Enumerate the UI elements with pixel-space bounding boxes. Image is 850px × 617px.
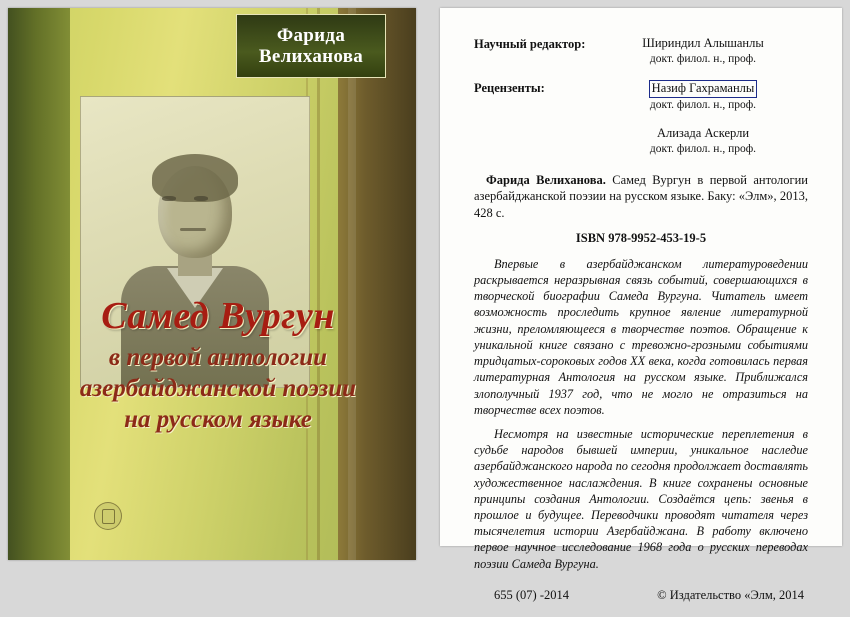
footer-code: 655 (07) -2014 — [494, 587, 569, 602]
bibliographic-description — [474, 172, 808, 221]
credit-degree: докт. филол. н., проф. — [649, 142, 757, 155]
cover-title-line-2: в первой антологии — [108, 344, 328, 371]
cover-accent-line — [317, 8, 320, 560]
cover-title-line-3: азербайджанской поэзии — [79, 375, 357, 402]
portrait-eye-left — [162, 196, 176, 201]
credit-label-scientific-editor: Научный редактор: — [474, 37, 586, 51]
cover-title-block — [58, 294, 378, 437]
portrait-mouth — [180, 228, 206, 231]
publisher-logo-icon — [94, 502, 122, 530]
cover-title-line-4: на русском языке — [124, 406, 312, 433]
credit-name-highlighted — [598, 80, 808, 98]
credit-value-reviewer-1 — [598, 80, 808, 112]
credit-name: Шириндил Алышанлы — [642, 36, 764, 50]
book-cover-image — [8, 8, 416, 560]
portrait-eye-right — [194, 196, 208, 201]
credit-value-reviewer-2 — [598, 126, 808, 156]
credit-row — [474, 80, 808, 112]
cover-left-band — [8, 8, 70, 560]
credit-value-scientific-editor — [598, 36, 808, 66]
credit-label-reviewers: Рецензенты: — [474, 81, 545, 95]
credit-row — [474, 126, 808, 156]
imprint-page — [440, 8, 842, 602]
footer-copyright: © Издательство «Элм, 2014 — [657, 587, 804, 602]
cover-author-first-name: Фарида — [276, 24, 346, 46]
annotation-paragraph-2: Несмотря на известные исторические переплетения в судьбе народов бывшей империи, уникальное наследие азербайджанского народа по сегодня продолжает доставлять художественное наслаждения. В книге сохранены основные принципы создания Антологии. Создаётся цепь: звенья в прошлое и будущее. Переводчики проводят читателя через тысячелетия истории Азербайджана. В работу включено первое научное исследование 1968 года о русских переводах поэзии Самеда Вургуна. — [474, 426, 808, 571]
imprint-footer — [474, 588, 808, 603]
cover-title-line-1: Самед Вургун — [101, 295, 335, 337]
credit-name: Ализада Аскерли — [656, 126, 750, 140]
portrait-hair — [152, 154, 238, 202]
credit-degree: докт. филол. н., проф. — [649, 52, 757, 65]
cover-author-last-name: Велиханова — [258, 46, 364, 67]
cover-author-plaque — [236, 14, 386, 78]
annotation-paragraph-1: Впервые в азербайджанском литературоведении раскрывается неразрывная связь событий, совершающихся в творческой биографии Самеда Вургуна. Читатель имеет возможность проследить крупное явление литературной жизни, преломляющееся в творчестве поэтов. Обращение к уникальной книге связано с тревожно-грозными событиями тридцатых-сороковых годов XX века, когда готовилась первая литературная Антология на русском языке. Приближался злополучный 1937 год, что не могло не отразиться на творчестве всех поэтов. — [474, 256, 808, 417]
isbn-line: ISBN 978-9952-453-19-5 — [575, 230, 707, 245]
credit-degree: докт. филол. н., проф. — [649, 98, 757, 111]
book-description-text: Самед Вургун в первой антологии азербайджанской поэзии на русском языке. Баку: «Элм», 2013, 428 с. — [474, 173, 808, 220]
credit-row — [474, 36, 808, 66]
book-author-name: Фарида Велиханова. — [486, 173, 606, 187]
highlighted-name-box: Назиф Гахраманлы — [649, 80, 758, 98]
cover-right-band — [338, 8, 416, 560]
